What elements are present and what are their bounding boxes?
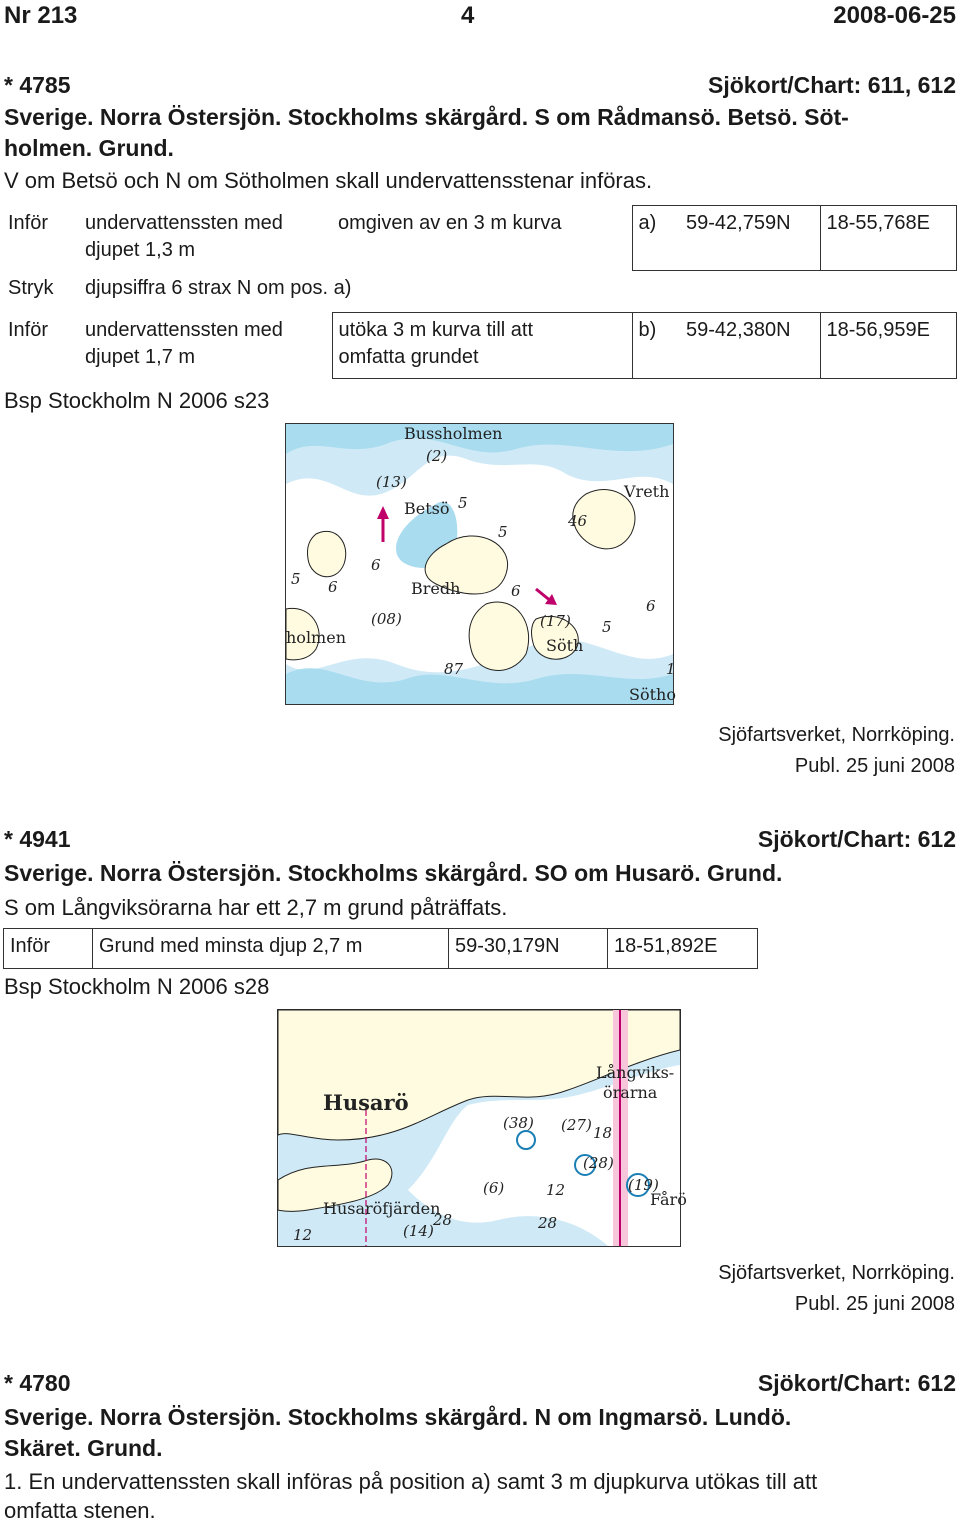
notice-title-cont: holmen. Grund. (4, 135, 174, 161)
notice-chart: Sjökort/Chart: 612 (757, 1370, 956, 1396)
notice-title-cont: Skäret. Grund. (4, 1435, 163, 1461)
map-depth: 6 (646, 597, 656, 615)
latitude-cell: 59-30,179N (449, 929, 608, 969)
notice-description: S om Långviksörarna har ett 2,7 m grund påträffats. (4, 895, 508, 920)
action-cell: Inför (8, 211, 49, 234)
table-row (2, 271, 957, 313)
map-label: holmen (286, 628, 346, 647)
map-depth: (13) (376, 473, 407, 491)
map-depth: 87 (444, 660, 464, 678)
latitude-cell: 59-42,759N (680, 206, 820, 271)
map-depth: 46 (568, 512, 588, 530)
map-label: örarna (603, 1083, 658, 1102)
issue-number: Nr 213 (4, 2, 78, 29)
map-depth: 6 (328, 578, 338, 596)
map-depth: (14) (403, 1222, 434, 1240)
latitude-cell: 59-42,380N (680, 313, 820, 379)
map-depth: (27) (561, 1116, 592, 1134)
notice-title: Sverige. Norra Östersjön. Stockholms skärgård. SO om Husarö. Grund. (4, 860, 783, 886)
object-cell: Grund med minsta djup 2,7 m (93, 929, 449, 969)
notice-description: 1. En undervattenssten skall införas på position a) samt 3 m djupkurva utökas till att (4, 1469, 818, 1494)
notice-title: Sverige. Norra Östersjön. Stockholms skärgård. N om Ingmarsö. Lundö. (4, 1404, 792, 1430)
notice-number: * 4780 (4, 1370, 71, 1396)
ref-cell: a) (632, 206, 680, 271)
map-label: Fårö (650, 1190, 687, 1209)
credit: Sjöfartsverket, Norrköping. Publ. 25 juni 2008 (718, 1262, 955, 1315)
object-cell: djupsiffra 6 strax N om pos. a) (85, 276, 352, 299)
table-row (2, 206, 957, 271)
map-depth: 5 (498, 523, 508, 541)
object-cell: undervattenssten med djupet 1,3 m (85, 211, 283, 261)
map-depth: 6 (511, 582, 521, 600)
issue-date: 2008-06-25 (833, 2, 956, 29)
notice-chart: Sjökort/Chart: 612 (757, 826, 956, 852)
longitude-cell: 18-56,959E (820, 313, 957, 379)
action-cell: Inför (10, 935, 51, 957)
longitude-cell: 18-51,892E (608, 929, 758, 969)
map-label: Betsö (404, 499, 450, 518)
map-depth: 6 (371, 556, 381, 574)
map-depth: 12 (546, 1181, 566, 1199)
map-label: Vreth (624, 482, 670, 501)
object-cell: undervattenssten med djupet 1,7 m (85, 318, 283, 368)
notice-table (2, 205, 957, 379)
map-label: Söth (546, 636, 584, 655)
map-depth: 5 (602, 618, 612, 636)
chart-excerpt-betso (285, 423, 674, 705)
map-label: Bredh (411, 579, 461, 598)
notice-chart: Sjökort/Chart: 611, 612 (708, 72, 956, 98)
map-depth: 12 (293, 1226, 313, 1244)
map-label: Långviks- (596, 1063, 675, 1082)
notice-description-cont: omfatta stenen. (4, 1498, 156, 1523)
longitude-cell: 18-55,768E (820, 206, 957, 271)
map-depth: 5 (291, 570, 301, 588)
remark-cell: omgiven av en 3 m kurva (332, 206, 632, 271)
map-depth: 18 (593, 1124, 613, 1142)
map-depth: (6) (483, 1179, 505, 1197)
map-depth: 5 (458, 494, 468, 512)
map-depth: (38) (503, 1114, 534, 1132)
chart-excerpt-husaro (277, 1009, 687, 1247)
notice-number: * 4785 (4, 72, 71, 98)
action-cell: Inför (8, 318, 49, 341)
map-label: Bussholmen (404, 424, 503, 443)
page-number: 4 (461, 2, 475, 29)
map-depth: 1 (666, 660, 676, 678)
map-label: Sötho (629, 685, 676, 704)
map-depth: (08) (371, 610, 402, 628)
map-depth: (28) (583, 1154, 614, 1172)
credit: Sjöfartsverket, Norrköping. Publ. 25 juni 2008 (718, 724, 955, 777)
map-label: Husaröfjärden (323, 1199, 441, 1218)
map-label: Husarö (323, 1090, 409, 1115)
notice-number: * 4941 (4, 826, 71, 852)
table-row (4, 929, 758, 969)
map-depth: (19) (628, 1176, 659, 1194)
notice-title: Sverige. Norra Östersjön. Stockholms skärgård. S om Rådmansö. Betsö. Söt- (4, 104, 849, 130)
map-depth: (17) (540, 612, 571, 630)
ref-cell: b) (632, 313, 680, 379)
notice-description: V om Betsö och N om Sötholmen skall undervattensstenar införas. (4, 168, 653, 193)
notice-table (3, 928, 758, 969)
map-depth: (2) (426, 447, 448, 465)
map-depth: 28 (433, 1211, 453, 1229)
map-depth: 28 (538, 1214, 558, 1232)
notice-source: Bsp Stockholm N 2006 s28 (4, 974, 270, 999)
table-row (2, 313, 957, 379)
remark-cell: utöka 3 m kurva till att omfatta grundet (332, 313, 632, 379)
action-cell: Stryk (8, 276, 54, 299)
notice-source: Bsp Stockholm N 2006 s23 (4, 388, 270, 413)
